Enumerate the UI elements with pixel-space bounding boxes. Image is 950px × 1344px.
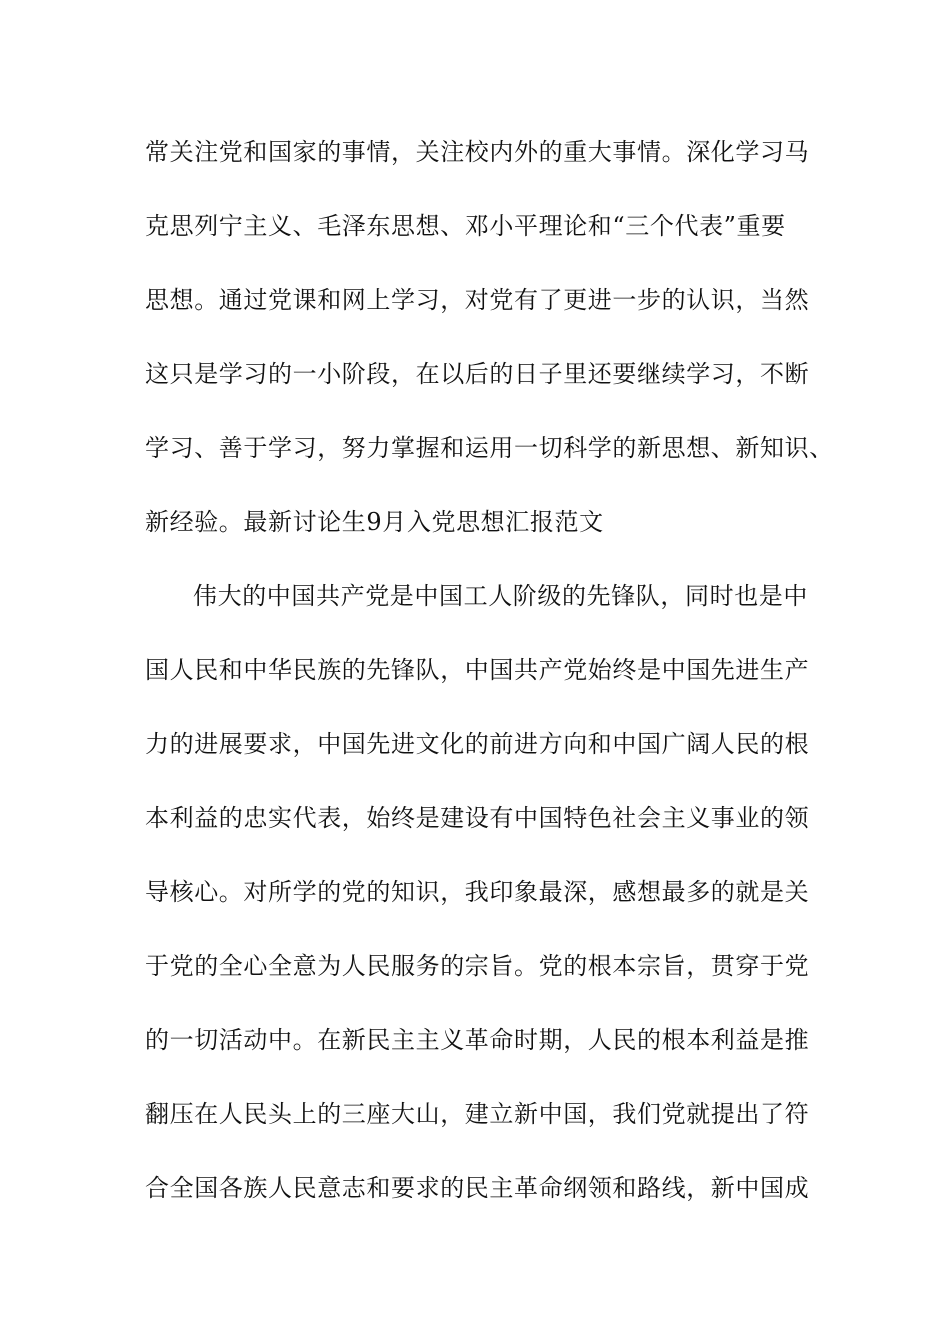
text-line-3: 思想。通过党课和网上学习，对党有了更进一步的认识，当然 <box>145 286 810 314</box>
text-line-8: 国人民和中华民族的先锋队，中国共产党始终是中国先进生产 <box>145 656 810 684</box>
text-line-14: 翻压在人民头上的三座大山，建立新中国，我们党就提出了符 <box>145 1100 810 1128</box>
text-line-6: 新经验。最新讨论生9月入党思想汇报范文 <box>145 508 604 536</box>
text-line-11: 导核心。对所学的党的知识，我印象最深，感想最多的就是关 <box>145 878 810 906</box>
text-line-1: 常关注党和国家的事情，关注校内外的重大事情。深化学习马 <box>145 138 810 166</box>
text-line-5: 学习、善于学习，努力掌握和运用一切科学的新思想、新知识、 <box>145 434 834 462</box>
text-line-13: 的一切活动中。在新民主主义革命时期，人民的根本利益是推 <box>145 1026 810 1054</box>
text-line-10: 本利益的忠实代表，始终是建设有中国特色社会主义事业的领 <box>145 804 810 832</box>
text-line-4: 这只是学习的一小阶段，在以后的日子里还要继续学习，不断 <box>145 360 810 388</box>
text-line-7: 伟大的中国共产党是中国工人阶级的先锋队，同时也是中 <box>193 582 808 610</box>
text-line-15: 合全国各族人民意志和要求的民主革命纲领和路线，新中国成 <box>145 1174 810 1202</box>
text-line-12: 于党的全心全意为人民服务的宗旨。党的根本宗旨，贯穿于党 <box>145 952 810 980</box>
text-line-9: 力的进展要求，中国先进文化的前进方向和中国广阔人民的根 <box>145 730 810 758</box>
text-line-2: 克思列宁主义、毛泽东思想、邓小平理论和“三个代表”重要 <box>145 212 786 240</box>
